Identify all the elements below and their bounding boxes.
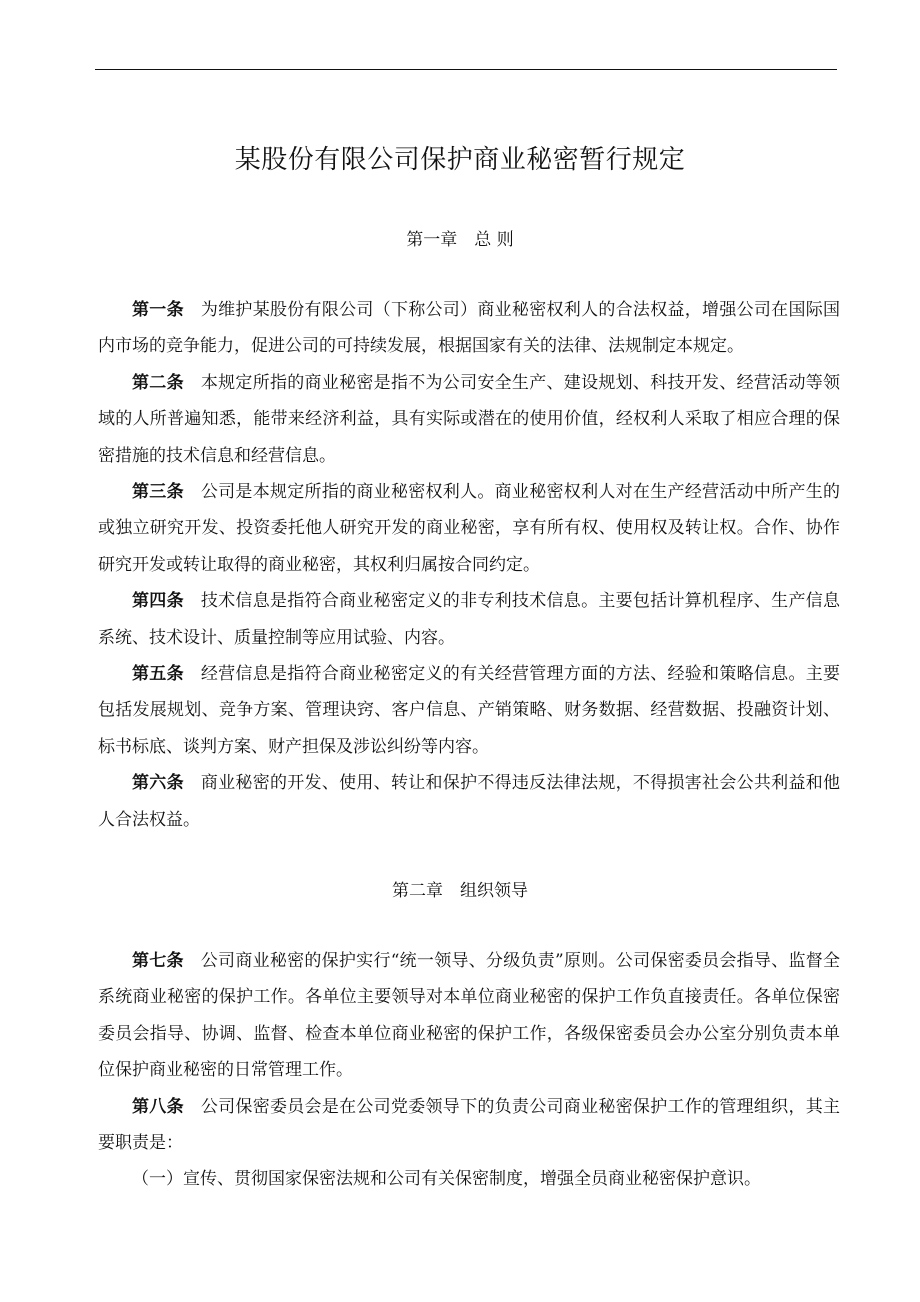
article-text: 本规定所指的商业秘密是指不为公司安全生产、建设规划、科技开发、经营活动等领域的人所普遍知悉，能带来经济利益，具有实际或潜在的使用价值，经权利人采取了相应合理的保密措施的技术信息和经营信息。 [98,372,841,466]
article-text: 商业秘密的开发、使用、转让和保护不得违反法律法规，不得损害社会公共利益和他人合法权益。 [98,773,841,830]
article-text: 技术信息是指符合商业秘密定义的非专利技术信息。主要包括计算机程序、生产信息系统、技术设计、质量控制等应用试验、内容。 [98,591,841,648]
article [98,474,840,583]
chapter-1-body [98,292,840,838]
list-item: （一）宣传、贯彻国家保密法规和公司有关保密制度，增强全员商业秘密保护意识。 [132,1169,761,1190]
article [98,943,840,1089]
article-number: 第二条 [132,372,184,393]
chapter-heading: 第二章 组织领导 [392,881,528,901]
article [98,1089,840,1162]
article [98,292,840,365]
article-number: 第八条 [132,1096,184,1117]
article-text: 经营信息是指符合商业秘密定义的有关经营管理方面的方法、经验和策略信息。主要包括发展规划、竞争方案、管理诀窍、客户信息、产销策略、财务数据、经营数据、投融资计划、标书标底、谈判方案、财产担保及涉讼纠纷等内容。 [98,664,841,757]
chapter-heading: 第一章 总 则 [406,230,514,250]
header-rule [95,69,837,70]
article-text: 为维护某股份有限公司（下称公司）商业秘密权利人的合法权益，增强公司在国际国内市场的竞争能力，促进公司的可持续发展，根据国家有关的法律、法规制定本规定。 [98,300,841,357]
article [98,583,840,656]
article-number: 第五条 [132,664,184,685]
article-number: 第一条 [132,300,184,320]
article-number: 第四条 [132,591,184,612]
chapter-2-body [98,943,840,1198]
article-number: 第七条 [132,951,184,971]
article-number: 第六条 [132,773,184,794]
article-number: 第三条 [132,482,184,503]
article [98,765,840,838]
article-text: 公司商业秘密的保护实行“统一领导、分级负责”原则。公司保密委员会指导、监督全系统商业秘密的保护工作。各单位主要领导对本单位商业秘密的保护工作负直接责任。各单位保密委员会指导、协调、监督、检查本单位商业秘密的保护工作，各级保密委员会办公室分别负责本单位保护商业秘密的日常管理工作。 [98,951,840,1081]
article-text: 公司是本规定所指的商业秘密权利人。商业秘密权利人对在生产经营活动中所产生的或独立研究开发、投资委托他人研究开发的商业秘密，享有所有权、使用权及转让权。合作、协作研究开发或转让取得的商业秘密，其权利归属按合同约定。 [98,482,841,575]
document-title: 某股份有限公司保护商业秘密暂行规定 [234,145,686,175]
article [98,656,840,765]
article-text: 公司保密委员会是在公司党委领导下的负责公司商业秘密保护工作的管理组织，其主要职责是： [98,1096,841,1154]
article [98,365,840,474]
